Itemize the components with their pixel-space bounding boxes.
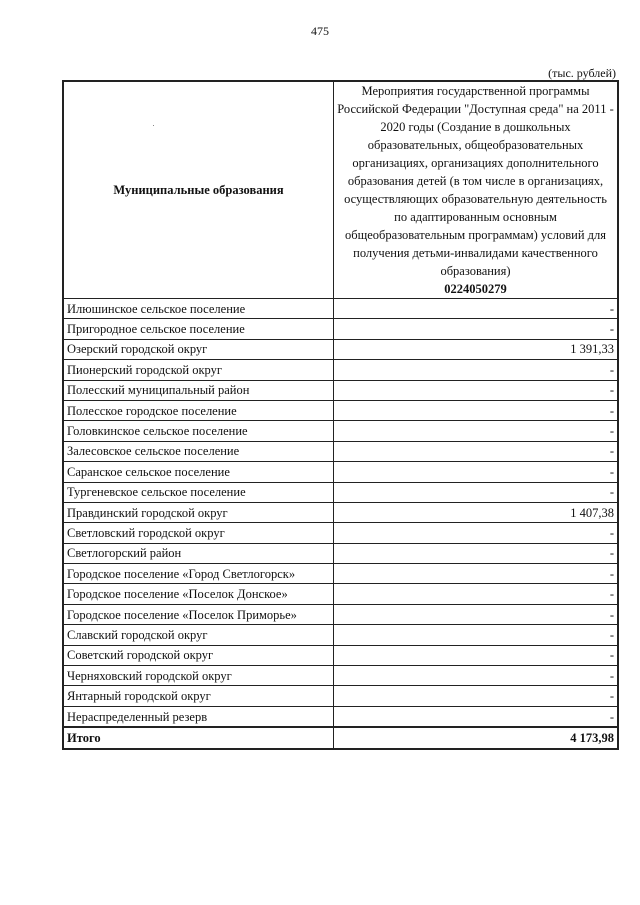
budget-table — [62, 80, 619, 750]
row-name: Янтарный городской округ — [63, 686, 334, 706]
row-value: - — [334, 625, 619, 645]
header-program-text: Мероприятия государственной программы Российской Федерации "Доступная среда" на 2011 - 2020 годы (Создание в дошкольных образовательных, общеобразовательных организациях, организациях дополнительного образования детей (в том числе в организациях, осуществляющих образовательную деятельность по адаптированным основным общеобразовательным программам) условий для получения детьми-инвалидами качественного образования) — [337, 84, 614, 278]
row-name: Правдинский городской округ — [63, 502, 334, 522]
table-row — [63, 564, 618, 584]
page-number: 475 — [311, 24, 329, 38]
row-name: Нераспределенный резерв — [63, 706, 334, 727]
total-value: 4 173,98 — [334, 727, 619, 748]
row-value: - — [334, 666, 619, 686]
row-value: - — [334, 523, 619, 543]
header-program-code: 0224050279 — [444, 282, 507, 296]
row-name: Залесовское сельское поселение — [63, 441, 334, 461]
row-value: - — [334, 686, 619, 706]
row-value: - — [334, 706, 619, 727]
table-row — [63, 400, 618, 420]
table-row — [63, 462, 618, 482]
row-name: Полесский муниципальный район — [63, 380, 334, 400]
row-name: Илюшинское сельское поселение — [63, 299, 334, 319]
row-value: - — [334, 441, 619, 461]
table-row — [63, 584, 618, 604]
row-value: - — [334, 400, 619, 420]
table-row — [63, 319, 618, 339]
units-label: (тыс. рублей) — [548, 66, 616, 80]
row-name: Пионерский городской округ — [63, 360, 334, 380]
row-name: Пригородное сельское поселение — [63, 319, 334, 339]
row-name: Городское поселение «Город Светлогорск» — [63, 564, 334, 584]
table-row — [63, 482, 618, 502]
row-value: - — [334, 360, 619, 380]
table-row — [63, 686, 618, 706]
table-row — [63, 502, 618, 522]
table-row — [63, 339, 618, 359]
table-row — [63, 645, 618, 665]
row-name: Саранское сельское поселение — [63, 462, 334, 482]
row-name: Головкинское сельское поселение — [63, 421, 334, 441]
row-name: Славский городской округ — [63, 625, 334, 645]
row-value: - — [334, 482, 619, 502]
row-name: Городское поселение «Поселок Донское» — [63, 584, 334, 604]
table-row — [63, 706, 618, 727]
table-row — [63, 523, 618, 543]
row-value: - — [334, 564, 619, 584]
row-name: Тургеневское сельское поселение — [63, 482, 334, 502]
row-value: - — [334, 604, 619, 624]
table-row — [63, 360, 618, 380]
table-row — [63, 380, 618, 400]
table-row — [63, 625, 618, 645]
table-row — [63, 604, 618, 624]
header-municipalities: Муниципальные образования — [63, 81, 334, 299]
row-name: Городское поселение «Поселок Приморье» — [63, 604, 334, 624]
row-value: - — [334, 462, 619, 482]
header-program — [334, 81, 619, 299]
table-row — [63, 421, 618, 441]
table-row — [63, 441, 618, 461]
row-name: Полесское городское поселение — [63, 400, 334, 420]
row-value: - — [334, 380, 619, 400]
row-name: Светловский городской округ — [63, 523, 334, 543]
row-value: - — [334, 645, 619, 665]
row-name: Светлогорский район — [63, 543, 334, 563]
row-value: 1 407,38 — [334, 502, 619, 522]
row-value: 1 391,33 — [334, 339, 619, 359]
row-value: - — [334, 299, 619, 319]
row-name: Озерский городской округ — [63, 339, 334, 359]
row-value: - — [334, 421, 619, 441]
row-name: Советский городской округ — [63, 645, 334, 665]
row-value: - — [334, 543, 619, 563]
table-row — [63, 299, 618, 319]
table-row — [63, 666, 618, 686]
row-value: - — [334, 319, 619, 339]
table-header-row — [63, 81, 618, 299]
row-name: Черняховский городской округ — [63, 666, 334, 686]
total-row — [63, 727, 618, 748]
row-value: - — [334, 584, 619, 604]
total-label: Итого — [63, 727, 334, 748]
table-row — [63, 543, 618, 563]
